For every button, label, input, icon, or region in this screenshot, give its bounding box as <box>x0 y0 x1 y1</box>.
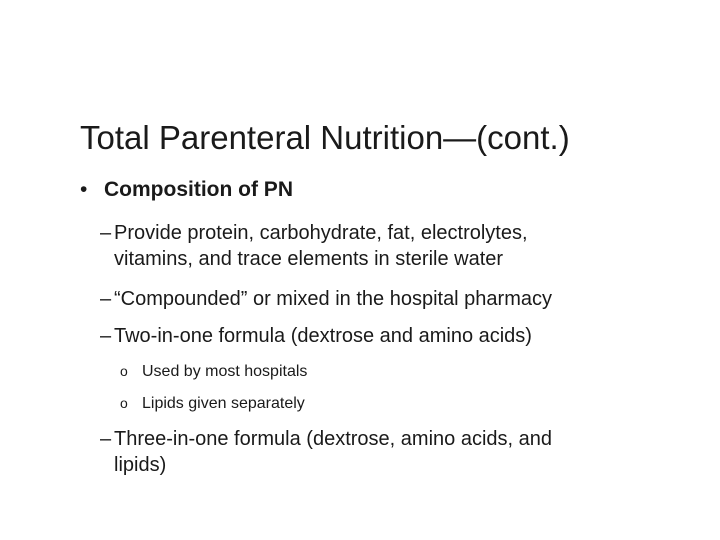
subbullet-two-in-one <box>100 323 532 349</box>
dash-marker: – <box>100 222 112 244</box>
subbullet-compounded <box>100 286 552 312</box>
sub-subbullet-text: Used by most hospitals <box>142 363 308 380</box>
subbullet-text-line1: Two-in-one formula (dextrose and amino acids) <box>114 325 532 347</box>
subbullet-text-line1: Three-in-one formula (dextrose, amino acids, and <box>114 428 552 450</box>
subbullet-text-line2: lipids) <box>114 454 167 476</box>
subbullet-provide <box>100 220 528 272</box>
dash-marker: – <box>100 428 112 450</box>
bullet-composition <box>80 176 293 204</box>
bullet-marker: • <box>80 178 88 201</box>
sub-subbullet-text: Lipids given separately <box>142 395 305 412</box>
circle-marker: o <box>120 363 128 379</box>
dash-marker: – <box>100 325 112 347</box>
subbullet-text-line2: vitamins, and trace elements in sterile water <box>114 248 504 270</box>
subbullet-text-line1: Provide protein, carbohydrate, fat, electrolytes, <box>114 222 528 244</box>
subbullet-three-in-one <box>100 426 552 478</box>
sub-subbullet-most-hospitals <box>120 360 307 383</box>
slide-title: Total Parenteral Nutrition—(cont.) <box>80 119 570 156</box>
bullet-text: Composition of PN <box>104 178 293 201</box>
circle-marker: o <box>120 395 128 411</box>
dash-marker: – <box>100 288 112 310</box>
subbullet-text-line1: “Compounded” or mixed in the hospital pharmacy <box>114 288 552 310</box>
sub-subbullet-lipids-separately <box>120 392 305 415</box>
